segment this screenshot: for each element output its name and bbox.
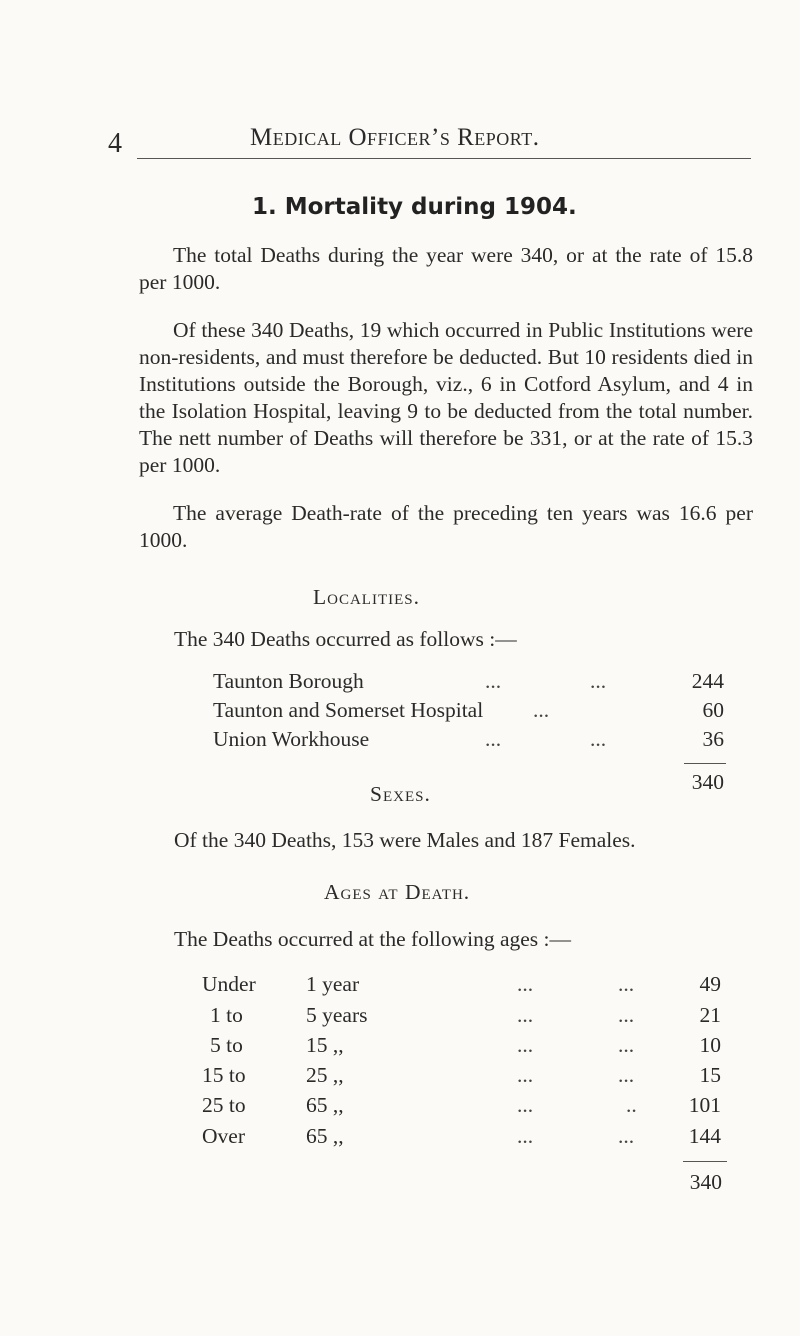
ages-heading: Ages at Death. [324, 880, 471, 904]
header-rule [137, 158, 751, 159]
locality-row [213, 727, 753, 755]
locality-row [213, 669, 753, 697]
locality-label: Taunton and Somerset Hospital [213, 698, 484, 722]
age-to: 25 ,, [306, 1063, 344, 1087]
leader-dots: ... [485, 727, 502, 751]
locality-value: 36 [702, 727, 724, 751]
leader-dots: ... [590, 669, 607, 693]
age-row [202, 1003, 752, 1031]
age-value: 21 [699, 1003, 721, 1027]
age-to: 5 years [306, 1003, 368, 1027]
leader-dots: ... [618, 1003, 635, 1027]
leader-dots: ... [517, 1124, 534, 1148]
age-to: 65 ,, [306, 1093, 344, 1117]
leader-dots: ... [618, 1124, 635, 1148]
age-row [202, 1063, 752, 1091]
age-from: 1 to [210, 1003, 243, 1027]
age-to: 65 ,, [306, 1124, 344, 1148]
age-row [202, 1093, 752, 1121]
sexes-text: Of the 340 Deaths, 153 were Males and 187 Females. [174, 828, 636, 852]
paragraph-total-deaths: The total Deaths during the year were 340, or at the rate of 15.8 per 1000. [139, 243, 753, 294]
sum-rule [684, 763, 726, 764]
leader-dots: ... [533, 698, 550, 722]
leader-dots: ... [485, 669, 502, 693]
page-number: 4 [108, 128, 122, 159]
age-from: Under [202, 972, 256, 996]
locality-row [213, 698, 753, 726]
age-row [202, 1124, 752, 1152]
localities-total: 340 [691, 770, 724, 794]
age-value: 10 [699, 1033, 721, 1057]
localities-heading: Localities. [313, 585, 420, 609]
age-value: 15 [699, 1063, 721, 1087]
locality-value: 244 [691, 669, 724, 693]
sexes-heading: Sexes. [370, 782, 431, 806]
leader-dots: ... [517, 1063, 534, 1087]
locality-label: Union Workhouse [213, 727, 370, 751]
age-value: 49 [699, 972, 721, 996]
age-row [202, 972, 752, 1000]
locality-label: Taunton Borough [213, 669, 364, 693]
paragraph-average-rate: The average Death-rate of the preceding ten years was 16.6 per 1000. [139, 501, 753, 552]
running-head: Medical Officer’s Report. [250, 124, 540, 151]
age-from: 5 to [210, 1033, 243, 1057]
age-to: 1 year [306, 972, 360, 996]
leader-dots: ... [590, 727, 607, 751]
age-value: 144 [688, 1124, 721, 1148]
leader-dots: ... [618, 972, 635, 996]
leader-dots: ... [517, 972, 534, 996]
leader-dots: ... [618, 1033, 635, 1057]
age-from: Over [202, 1124, 245, 1148]
locality-value: 60 [702, 698, 724, 722]
age-from: 15 to [202, 1063, 246, 1087]
paragraph-deductions: Of these 340 Deaths, 19 which occurred in Public Institutions were non-residents, and must therefore be deducted. But 10 residents died in Institutions outside the Borough, viz., 6 in Cotford Asylum, and 4 in the Isolation Hospital, leaving 9 to be deducted from the total number. The nett number of Deaths will therefore be 331, or at the rate of 15.3 per 1000. [139, 318, 753, 477]
sum-rule [683, 1161, 727, 1162]
leader-dots: ... [618, 1063, 635, 1087]
age-row [202, 1033, 752, 1061]
ages-total: 340 [689, 1170, 722, 1194]
age-to: 15 ,, [306, 1033, 344, 1057]
localities-intro: The 340 Deaths occurred as follows :— [174, 627, 517, 651]
leader-dots: ... [517, 1003, 534, 1027]
leader-dots: ... [517, 1033, 534, 1057]
ages-intro: The Deaths occurred at the following ages :— [174, 927, 572, 951]
age-value: 101 [688, 1093, 721, 1117]
leader-dots: .. [626, 1093, 637, 1117]
section-heading: 1. Mortality during 1904. [252, 194, 577, 220]
age-from: 25 to [202, 1093, 246, 1117]
leader-dots: ... [517, 1093, 534, 1117]
